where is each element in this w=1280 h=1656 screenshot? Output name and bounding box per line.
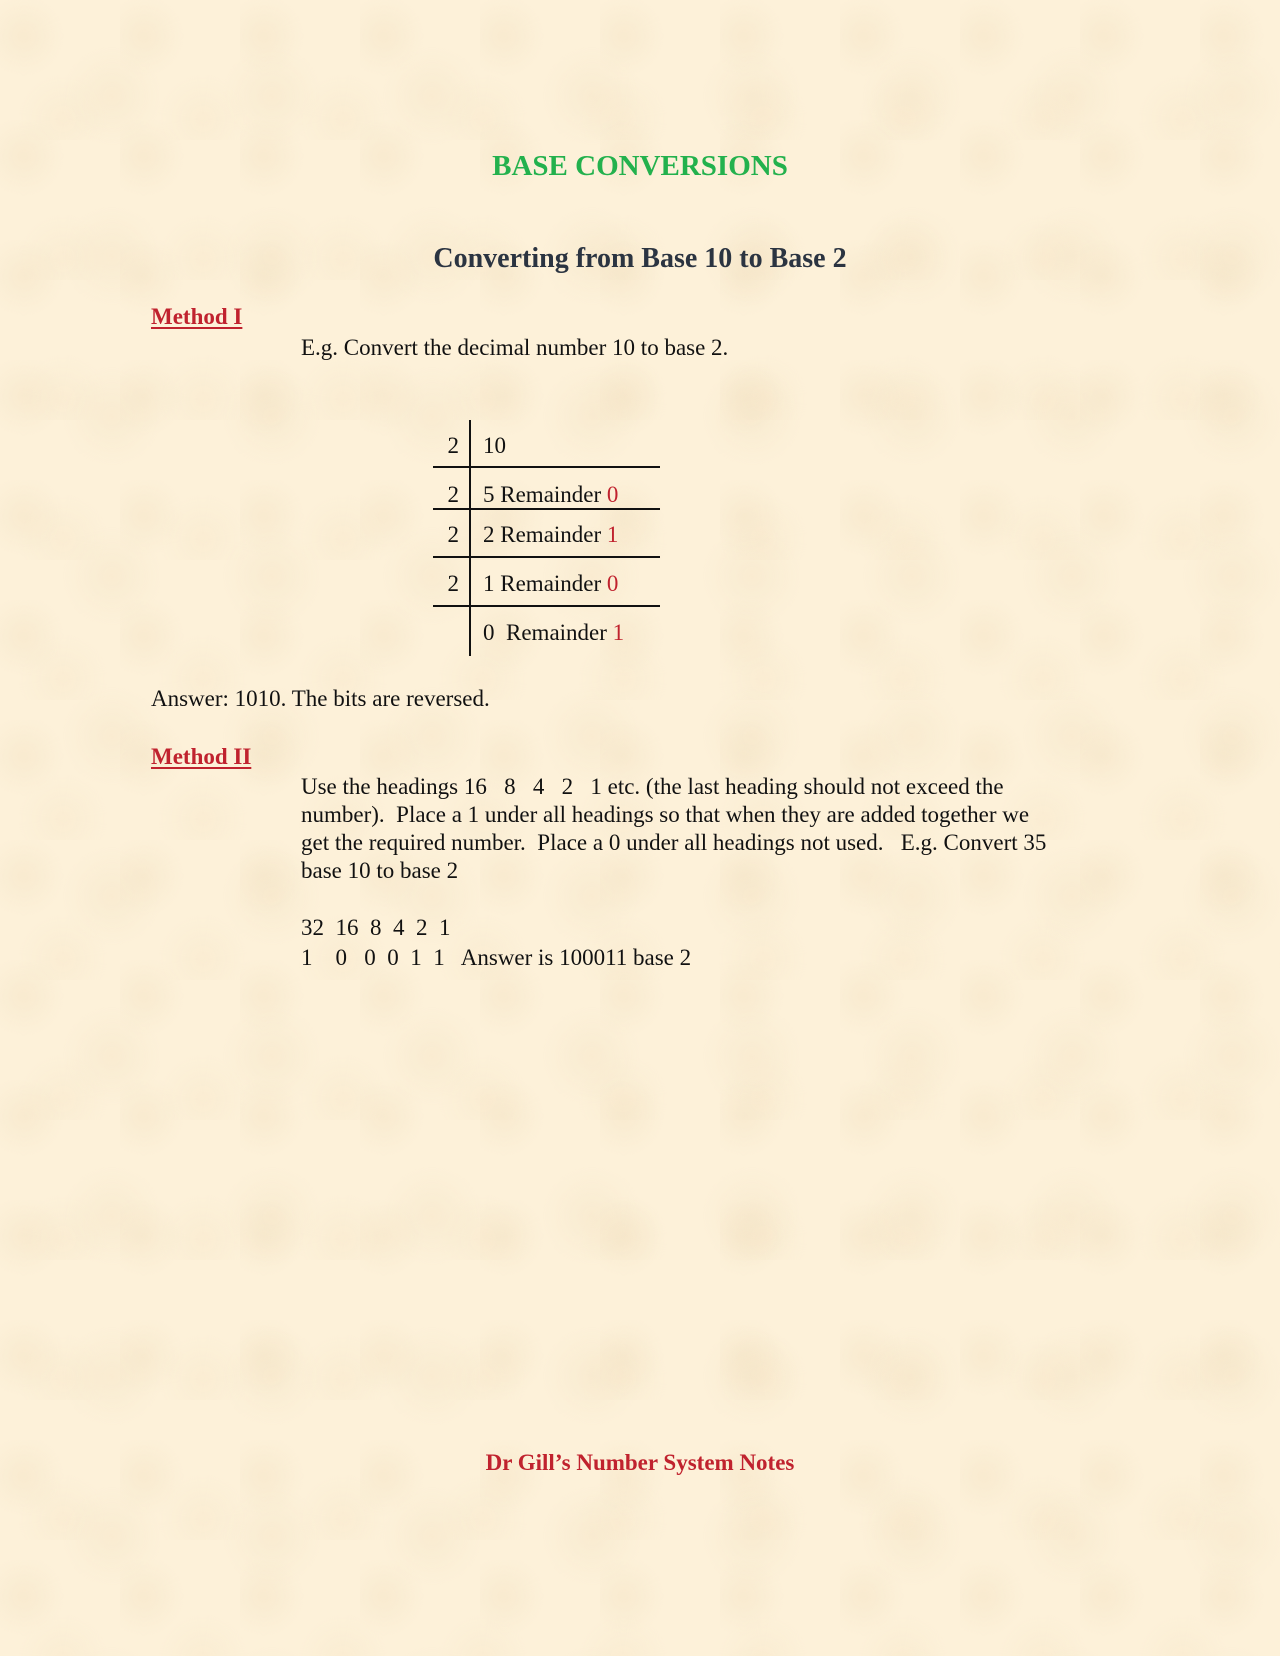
division-divisor: 2 [447, 482, 459, 507]
section-subtitle: Converting from Base 10 to Base 2 [433, 243, 847, 274]
division-quotient [483, 522, 618, 548]
division-divisor: 2 [447, 522, 459, 547]
remainder-label: Remainder [500, 571, 602, 596]
remainder-value: 1 [606, 522, 619, 547]
division-rule [433, 508, 660, 510]
paragraph-line: number). Place a 1 under all headings so that when they are added together we [301, 802, 1030, 827]
quotient-value: 0 [483, 620, 495, 645]
method-1-example: E.g. Convert the decimal number 10 to base 2. [301, 335, 729, 360]
method-2-heading: Method II [151, 744, 252, 769]
division-quotient [483, 433, 506, 459]
remainder-label: Remainder [500, 482, 602, 507]
division-diagram [433, 420, 660, 656]
remainder-value: 1 [612, 620, 625, 645]
method-1-answer: Answer: 1010. The bits are reversed. [151, 686, 490, 711]
remainder-value: 0 [606, 571, 619, 596]
division-quotient [483, 620, 624, 646]
division-quotient [483, 571, 618, 597]
page-title: BASE CONVERSIONS [492, 150, 788, 182]
division-divisor: 2 [447, 571, 459, 596]
remainder-value: 0 [606, 482, 619, 507]
remainder-label: Remainder [500, 522, 602, 547]
division-rule [433, 605, 660, 607]
paragraph-line: base 10 to base 2 [301, 858, 459, 883]
quotient-value: 5 [483, 482, 495, 507]
headings-row: 32 16 8 4 2 1 [301, 915, 451, 940]
method-1-heading: Method I [151, 304, 243, 329]
paragraph-line: get the required number. Place a 0 under all headings not used. E.g. Convert 35 [301, 830, 1047, 855]
method-2-paragraph [301, 773, 1046, 885]
quotient-value: 1 [483, 571, 495, 596]
division-rule [433, 466, 660, 468]
division-quotient [483, 482, 618, 508]
quotient-value: 10 [483, 433, 506, 458]
remainder-label: Remainder [500, 620, 607, 645]
quotient-value: 2 [483, 522, 495, 547]
division-divisor: 2 [447, 433, 459, 458]
paragraph-line: Use the headings 16 8 4 2 1 etc. (the last heading should not exceed the [301, 774, 1004, 799]
division-rule [433, 556, 660, 558]
footer-note: Dr Gill’s Number System Notes [485, 1450, 795, 1475]
bits-row: 1 0 0 0 1 1 Answer is 100011 base 2 [301, 945, 692, 970]
division-vertical-line [469, 420, 471, 656]
